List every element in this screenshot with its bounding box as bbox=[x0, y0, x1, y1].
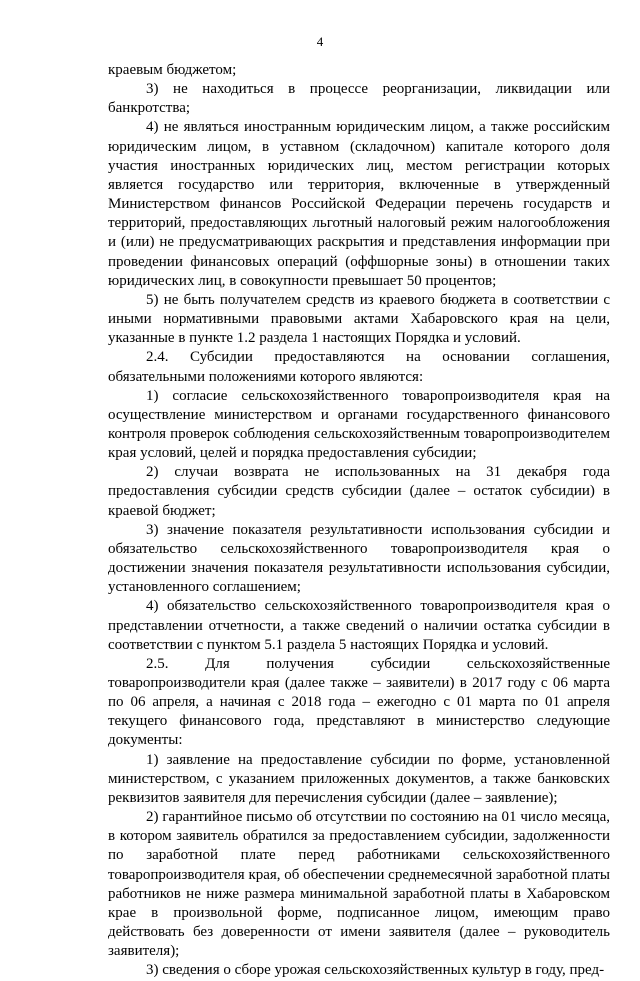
paragraph-clause-2-4-item-1: 1) согласие сельскохозяйственного товаропроизводителя края на осуществление министерством и органами государственного финансового контроля проверок соблюдения сельскохозяйственным товаропроизводителем края условий, целей и порядка предоставления субсидии; bbox=[108, 387, 610, 462]
paragraph-clause-2-5-item-2: 2) гарантийное письмо об отсутствии по состоянию на 01 число месяца, в котором заявитель обратился за предоставлением субсидии, задолженности по заработной плате перед работниками сельскохозяйственного товаропроизводителя края, об обеспечении среднемесячной заработной платы работников не ниже размера минимальной заработной платы в Хабаровском крае в произвольной форме, подписанное лицом, имеющим право действовать без доверенности от имени заявителя (далее – руководитель заявителя); bbox=[108, 809, 610, 960]
paragraph-clause-2-5: 2.5. Для получения субсидии сельскохозяйственные товаропроизводители края (далее также – заявители) в 2017 году с 06 марта по 06 апреля, а начиная с 2018 года – ежегодно с 01 марта по 01 апреля текущего финансового года, представляют в министерство следующие документы: bbox=[108, 655, 610, 749]
paragraph-continuation: краевым бюджетом; bbox=[108, 62, 237, 78]
paragraph-clause-2-5-item-3: 3) сведения о сборе урожая сельскохозяйственных культур в году, пред- bbox=[146, 962, 605, 979]
paragraph-item-4-foreign-entity: 4) не являться иностранным юридическим лицом, а также российским юридическим лицом, в уставном (складочном) капитале которого доля участия иностранных юридических лиц, местом регистрации которых является государство или территория, включенные в утвержденный Министерством финансов Российской Федерации перечень государств и территорий, предоставляющих льготный налоговый режим налогообложения и (или) не предусматривающих раскрытия и представления информации при проведении финансовых операций (оффшорные зоны) в отношении таких юридических лиц, в совокупности превышает 50 процентов; bbox=[108, 119, 610, 289]
paragraph-clause-2-4: 2.4. Субсидии предоставляются на основании соглашения, обязательными положениями которого являются: bbox=[108, 349, 610, 385]
paragraph-item-3-reorganization: 3) не находиться в процессе реорганизации, ликвидации или банкротства; bbox=[108, 81, 610, 117]
paragraph-item-5-budget-recipient: 5) не быть получателем средств из краевого бюджета в соответствии с иными нормативными правовыми актами Хабаровского края на цели, указанные в пункте 1.2 раздела 1 настоящих Порядка и условий. bbox=[108, 291, 610, 347]
document-body bbox=[108, 61, 610, 981]
paragraph-clause-2-4-item-4: 4) обязательство сельскохозяйственного товаропроизводителя края о представлении отчетности, а также сведений о наличии остатка субсидии в соответствии с пунктом 5.1 раздела 5 настоящих Порядка и условий. bbox=[108, 598, 610, 653]
page-number: 4 bbox=[316, 34, 324, 49]
paragraph-clause-2-4-item-3: 3) значение показателя результативности использования субсидии и обязательство сельскохозяйственного товаропроизводителя края о достижении значения показателя результативности использования субсидии, установленного соглашением; bbox=[108, 521, 610, 596]
paragraph-clause-2-5-item-1: 1) заявление на предоставление субсидии по форме, установленной министерством, с указанием приложенных документов, а также банковских реквизитов заявителя для перечисления субсидии (далее – заявление); bbox=[108, 751, 610, 806]
paragraph-clause-2-4-item-2: 2) случаи возврата не использованных на 31 декабря года предоставления субсидии средств субсидии (далее – остаток субсидии) в краевой бюджет; bbox=[108, 464, 610, 519]
